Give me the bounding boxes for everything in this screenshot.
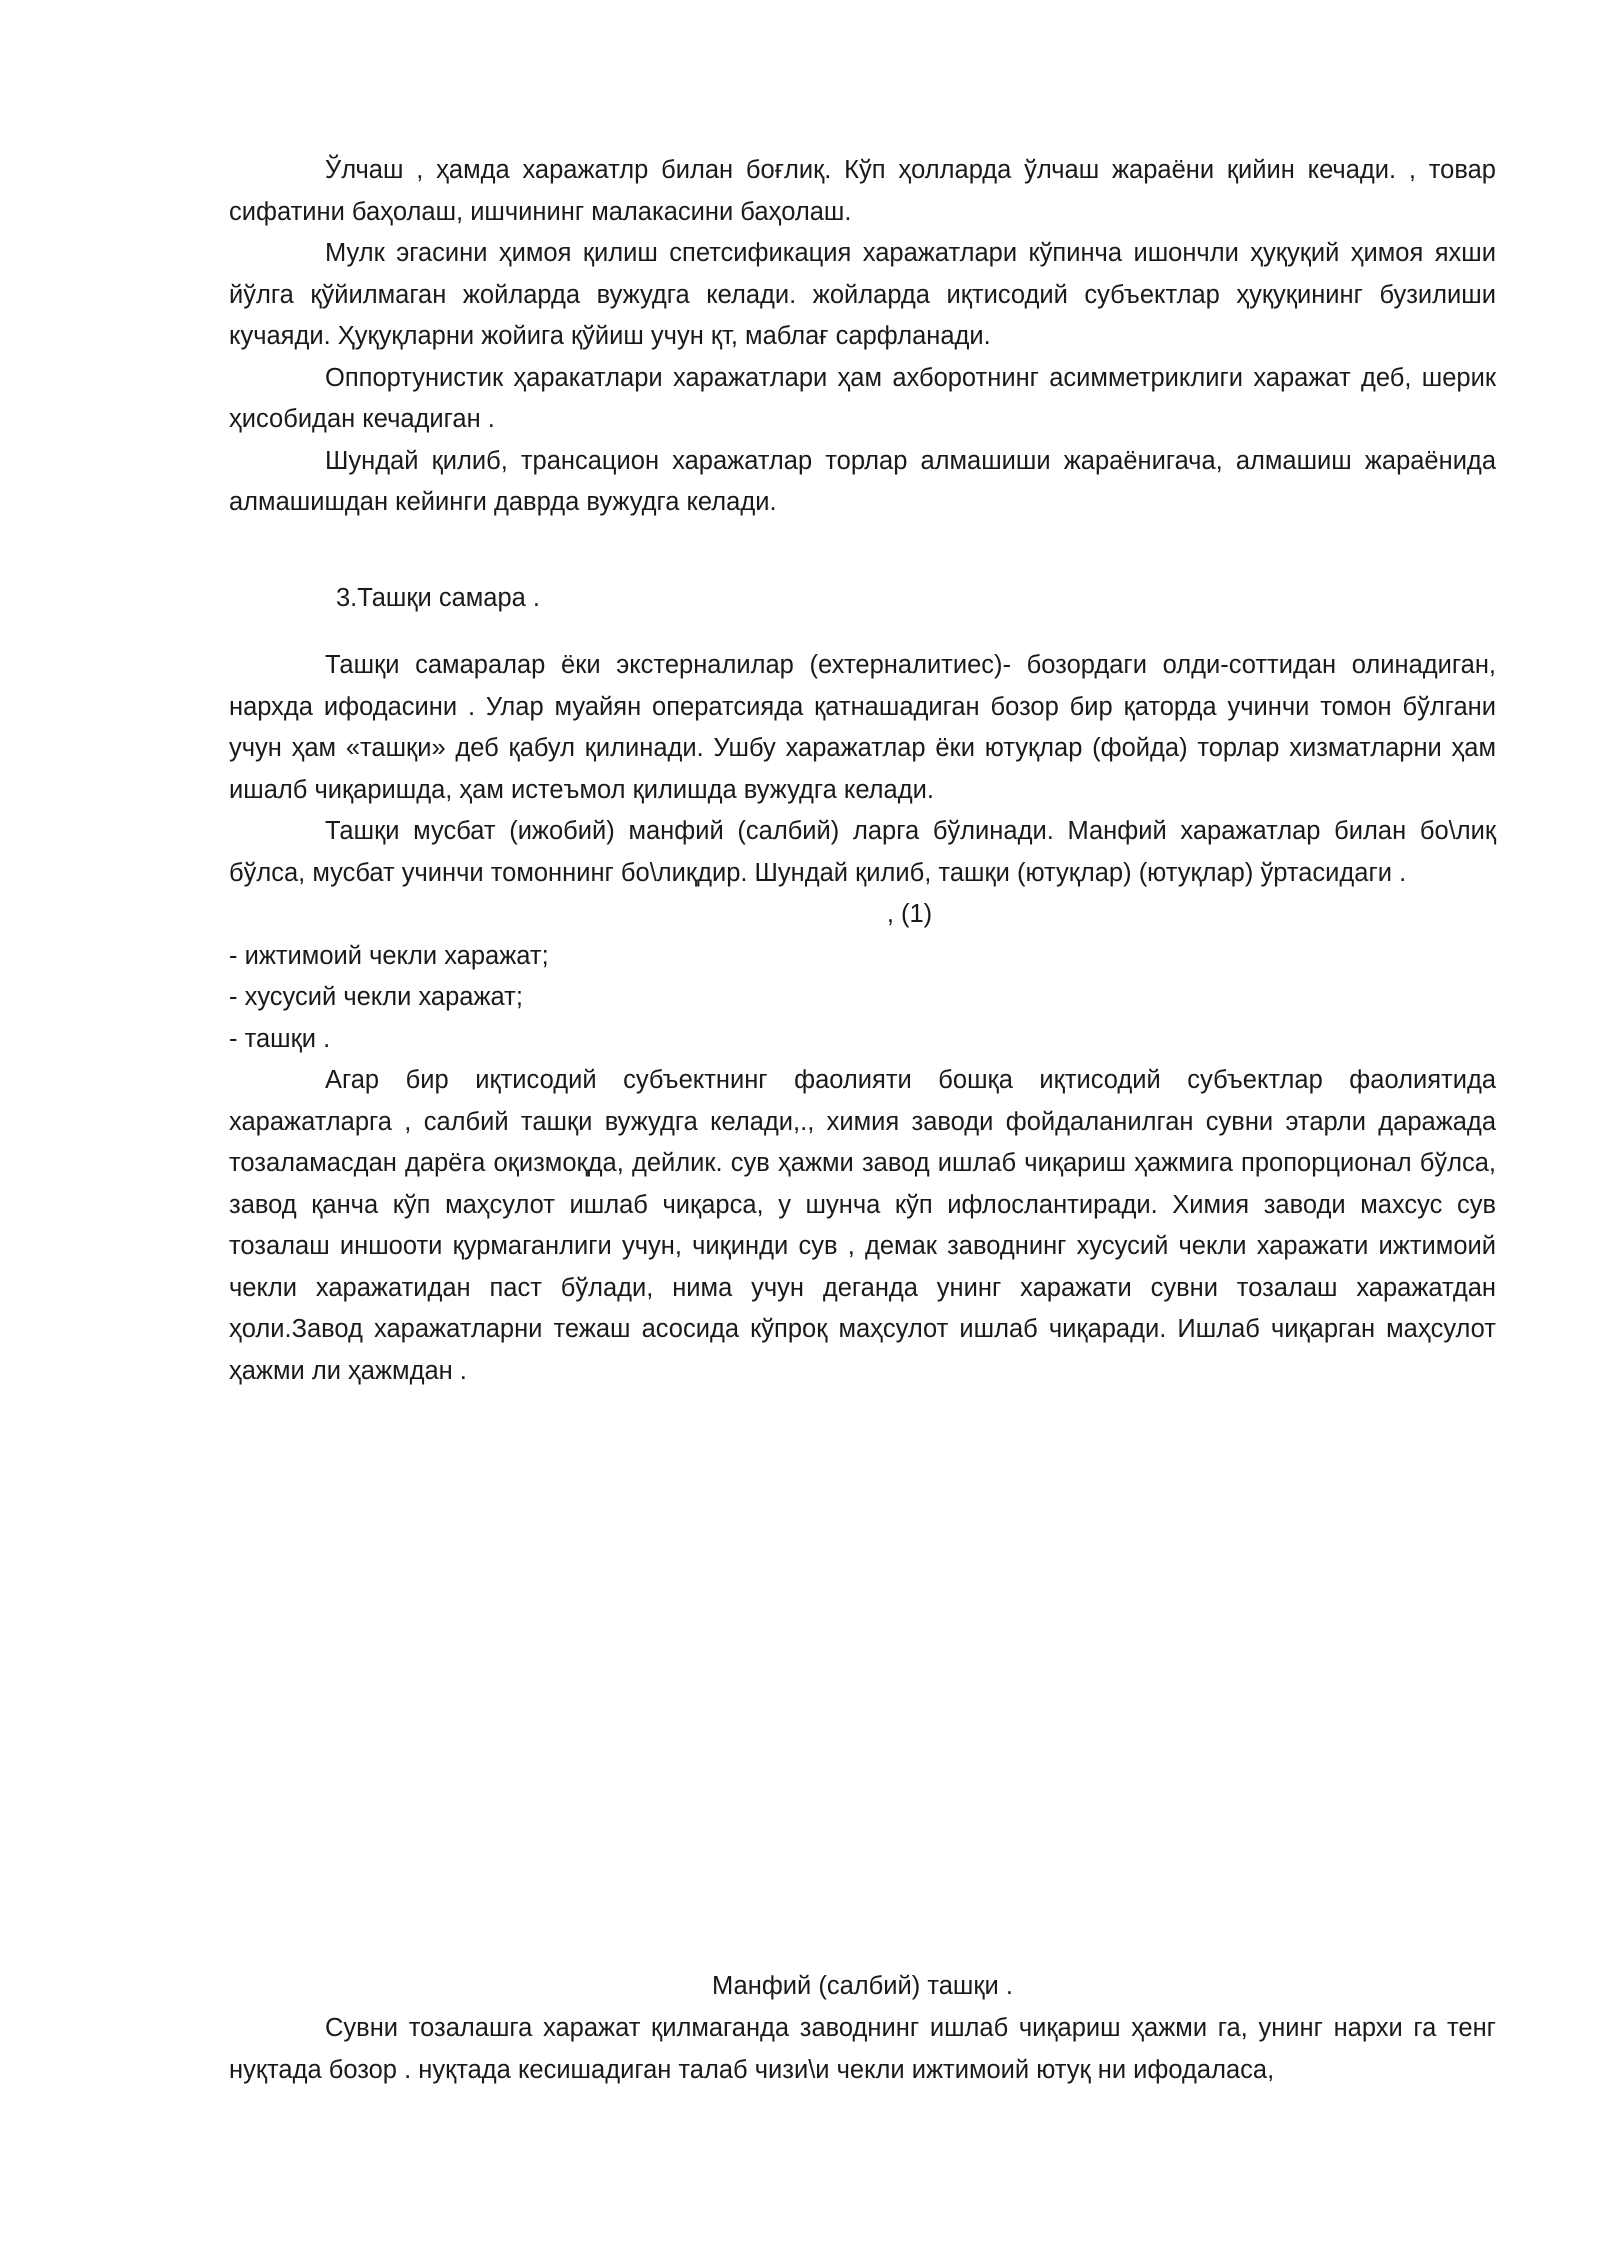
paragraph-chemical-plant-example: Агар бир иқтисодий субъектнинг фаолияти бошқа иқтисодий субъектлар фаолиятида харажатларга , салбий ташқи вужудга келади,., химия заводи фойдаланилган сувни этарли даражада тозаламасдан дарёга оқизмоқда, дейлик. сув ҳажми завод ишлаб чиқариш ҳажмига пропорционал бўлса, завод қанча кўп маҳсулот ишлаб чиқарса, у шунча кўп ифлослантиради. Химия заводи махсус сув тозалаш иншооти қурмаганлиги учун, чиқинди сув , демак заводнинг хусусий чекли харажати ижтимоий чекли харажатидан паст бўлади, нима учун деганда унинг харажати сувни тозалаш харажатдан ҳоли.Завод харажатларни тежаш асосида кўпроқ маҳсулот ишлаб чиқаради. Ишлаб чиқарган маҳсулот ҳажми ли ҳажмдан . bbox=[229, 1066, 1496, 1385]
list-item-social-cost: - ижтимоий чекли харажат; bbox=[229, 941, 549, 970]
paragraph-water-cleaning: Сувни тозалашга харажат қилмаганда заводнинг ишлаб чиқариш ҳажми га, унинг нархи га тенг нуқтада бозор . нуқтада кесишадиган талаб чизи\и чекли ижтимоий ютуқ ни ифодаласа, bbox=[229, 2014, 1496, 2084]
figure-caption-negative-externality: Манфий (салбий) ташқи . bbox=[712, 1972, 1013, 2000]
paragraph-measurement-costs: Ўлчаш , ҳамда харажатлр билан боғлиқ. Кўп ҳолларда ўлчаш жараёни қийин кечади. , товар сифатини баҳолаш, ишчининг малакасини баҳолаш. bbox=[229, 156, 1496, 226]
text-block-externalities bbox=[229, 645, 1496, 1392]
text-block-transaction-costs bbox=[229, 150, 1496, 524]
formula-label: , (1) bbox=[886, 900, 933, 928]
section-heading-external-effects: 3.Ташқи самара . bbox=[336, 584, 540, 612]
paragraph-opportunistic-behavior: Оппортунистик ҳаракатлари харажатлари ҳам ахборотнинг асимметриклиги харажат деб, шерик ҳисобидан кечадиган . bbox=[229, 363, 1496, 433]
paragraph-summary: Шундай қилиб, трансацион харажатлар торлар алмашиши жараёнигача, алмашиш жараёнида алмашишдан кейинги даврда вужудга келади. bbox=[229, 446, 1496, 516]
paragraph-positive-negative: Ташқи мусбат (ижобий) манфий (салбий) ларга бўлинади. Манфий харажатлар билан бо\лиқ бўлса, мусбат учинчи томоннинг бо\лиқдир. Шундай қилиб, ташқи (ютуқлар) (ютуқлар) ўртасидаги . bbox=[229, 817, 1496, 887]
list-item-external: - ташқи . bbox=[229, 1024, 331, 1053]
list-item-private-cost: - хусусий чекли харажат; bbox=[229, 983, 523, 1011]
text-block-market-equilibrium bbox=[229, 2008, 1496, 2091]
paragraph-externalities-definition: Ташқи самаралар ёки экстерналилар (ехтерналитиес)- бозордаги олди-соттидан олинадиган, нархда ифодасини . Улар муайян оператсияда қатнашадиган бозор бир қаторда учинчи томон бўлгани учун ҳам «ташқи» деб қабул қилинади. Ушбу харажатлар ёки ютуқлар (фойда) торлар хизматларни ҳам ишалб чиқаришда, ҳам истеъмол қилишда вужудга келади. bbox=[229, 651, 1496, 804]
paragraph-property-protection: Мулк эгасини ҳимоя қилиш спетсификация харажатлари кўпинча ишончли ҳуқуқий ҳимоя яхши йўлга қўйилмаган жойларда вужудга келади. жойларда иқтисодий субъектлар ҳуқуқининг бузилиши кучаяди. Ҳуқуқларни жойига қўйиш учун қт, маблағ сарфланади. bbox=[229, 239, 1496, 350]
